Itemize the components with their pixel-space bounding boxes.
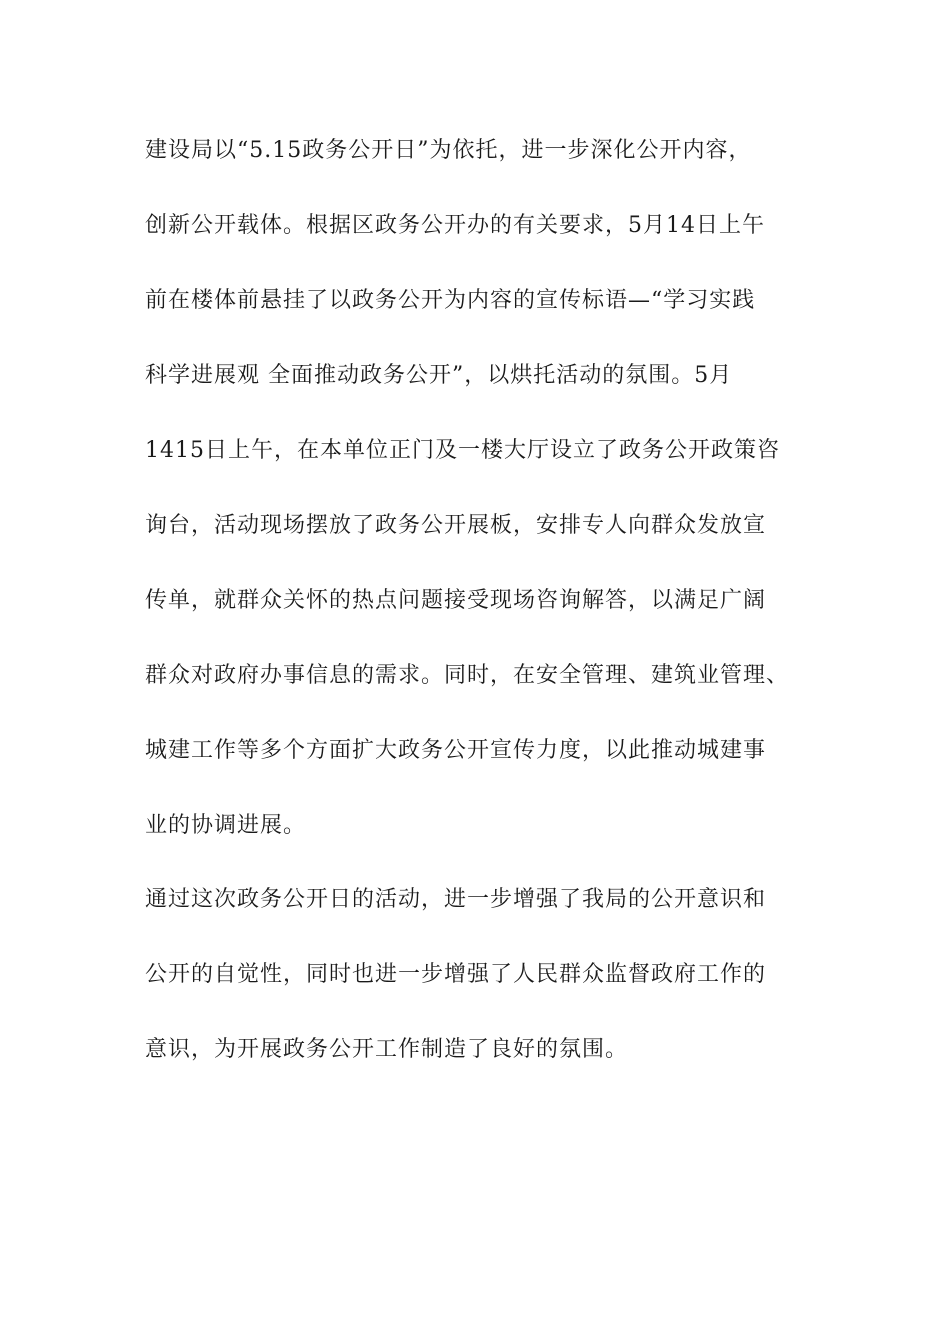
text-line: 前在楼体前悬挂了以政务公开为内容的宣传标语—“学习实践 xyxy=(145,288,756,313)
text-line: 建设局以“5.15政务公开日”为依托，进一步深化公开内容， xyxy=(145,138,752,163)
text-line: 群众对政府办事信息的需求。同时，在安全管理、建筑业管理、 xyxy=(145,663,790,688)
text-line: 公开的自觉性，同时也进一步增强了人民群众监督政府工作的 xyxy=(145,962,767,987)
text-line: 业的协调进展。 xyxy=(145,813,307,838)
text-line: 科学进展观 全面推动政务公开”，以烘托活动的氛围。5月 xyxy=(145,363,733,388)
text-line: 传单，就群众关怀的热点问题接受现场咨询解答，以满足广阔 xyxy=(145,588,767,613)
text-line: 创新公开载体。根据区政务公开办的有关要求，5月14日上午 xyxy=(145,213,765,238)
text-line: 城建工作等多个方面扩大政务公开宣传力度，以此推动城建事 xyxy=(145,738,767,763)
text-line: 询台，活动现场摆放了政务公开展板，安排专人向群众发放宣 xyxy=(145,513,767,538)
text-line: 通过这次政务公开日的活动，进一步增强了我局的公开意识和 xyxy=(145,887,767,912)
text-line: 意识，为开展政务公开工作制造了良好的氛围。 xyxy=(145,1037,629,1062)
text-line: 1415日上午，在本单位正门及一楼大厅设立了政务公开政策咨 xyxy=(145,438,780,463)
